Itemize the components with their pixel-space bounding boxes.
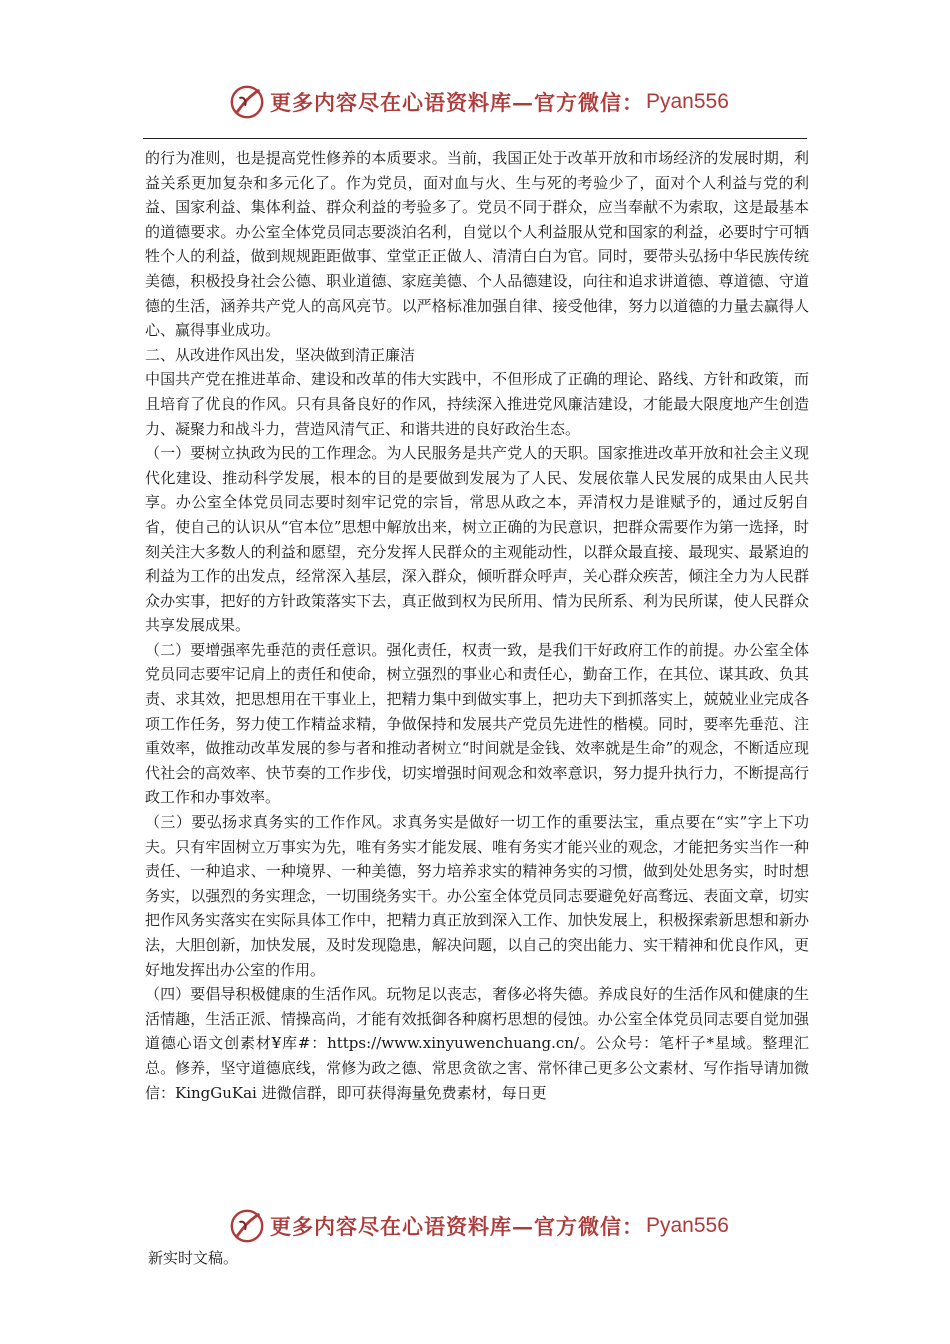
header-banner-text: 更多内容尽在心语资料库—官方微信： <box>270 90 644 115</box>
paragraph-continuation: 的行为准则，也是提高党性修养的本质要求。当前，我国正处于改革开放和市场经济的发展时期，利益关系更加复杂和多元化了。作为党员，面对血与火、生与死的考验少了，面对个人利益与党的利益、国家利益、集体利益、群众利益的考验多了。党员不同于群众，应当奉献不为索取，这是最基本的道德要求。办公室全体党员同志要淡泊名利，自觉以个人利益服从党和国家的利益，必要时宁可牺牲个人的利益，做到规规距距做事、堂堂正正做人、清清白白为官。同时，要带头弘扬中华民族传统美德，积极投身社会公德、职业道德、家庭美德、个人品德建设，向往和追求讲道德、尊道德、守道德的生活，涵养共产党人的高风亮节。以严格标准加强自律、接受他律，努力以道德的力量去赢得人心、赢得事业成功。 <box>145 149 809 340</box>
footer-banner-text: 更多内容尽在心语资料库—官方微信： <box>270 1214 644 1239</box>
paragraph-point-four: （四）要倡导积极健康的生活作风。玩物足以丧志，奢侈必将失德。养成良好的生活作风和健康的生活情趣，生活正派、情操高尚，才能有效抵御各种腐朽思想的侵蚀。办公室全体党员同志要自觉加强道德心语文创素材¥库#：https://www.xinyuwenchuang.cn/。公众号：笔杆子*星域。整理汇总。修养，坚守道德底线，常修为政之德、常思贪欲之害、常怀律己更多公文素材、写作指导请加微信：KingGuKai 进微信群，即可获得海量免费素材，每日更 <box>145 985 809 1102</box>
paragraph-point-one: （一）要树立执政为民的工作理念。为人民服务是共产党人的天职。国家推进改革开放和社会主义现代化建设、推动科学发展，根本的目的是要做到发展为了人民、发展依靠人民发展的成果由人民共享。办公室全体党员同志要时刻牢记党的宗旨，常思从政之本，弄清权力是谁赋予的，通过反躬自省，使自己的认识从“官本位”思想中解放出来，树立正确的为民意识，把群众需要作为第一选择，时刻关注大多数人的利益和愿望，充分发挥人民群众的主观能动性，以群众最直接、最现实、最紧迫的利益为工作的出发点，经常深入基层，深入群众，倾听群众呼声，关心群众疾苦，倾注全力为人民群众办实事，把好的方针政策落实下去，真正做到权为民所用、情为民所系、利为民所谋，使人民群众共享发展成果。 <box>145 444 809 635</box>
header-banner-handle: Pyan556 <box>646 90 729 113</box>
document-body <box>145 146 809 1105</box>
tail-text: 新实时文稿。 <box>148 1249 239 1267</box>
header-watermark-banner <box>228 82 729 122</box>
section-heading-two: 二、从改进作风出发，坚决做到清正廉洁 <box>145 345 416 364</box>
header-rule <box>143 138 807 139</box>
paragraph-point-three: （三）要弘扬求真务实的工作作风。求真务实是做好一切工作的重要法宝，重点要在“实”字上下功夫。只有牢固树立万事实为先，唯有务实才能发展、唯有务实才能兴业的观念，才能把务实当作一种责任、一种追求、一种境界、一种美德，努力培养求实的精神务实的习惯，做到处处思务实，时时想务实，以强烈的务实理念，一切围绕务实干。办公室全体党员同志要避免好高骛远、表面文章，切实把作风务实落实在实际具体工作中，把精力真正放到深入工作、加快发展上，积极探索新思想和新办法，大胆创新，加快发展，及时发现隐患，解决问题，以自己的突出能力、实干精神和优良作风，更好地发挥出办公室的作用。 <box>145 813 809 979</box>
brush-logo-icon <box>228 83 266 121</box>
paragraph-point-two: （二）要增强率先垂范的责任意识。强化责任，权责一致，是我们干好政府工作的前提。办公室全体党员同志要牢记肩上的责任和使命，树立强烈的事业心和责任心，勤奋工作，在其位、谋其政、负其责、求其效，把思想用在干事业上，把精力集中到做实事上，把功夫下到抓落实上，兢兢业业完成各项工作任务，努力使工作精益求精，争做保持和发展共产党员先进性的楷模。同时，要率先垂范、注重效率，做推动改革发展的参与者和推动者树立“时间就是金钱、效率就是生命”的观念，不断适应现代社会的高效率、快节奏的工作步伐，切实增强时间观念和效率意识，努力提升执行力，不断提高行政工作和办事效率。 <box>145 640 809 807</box>
paragraph-intro: 中国共产党在推进革命、建设和改革的伟大实践中，不但形成了正确的理论、路线、方针和政策，而且培育了优良的作风。只有具备良好的作风，持续深入推进党风廉洁建设，才能最大限度地产生创造力、凝聚力和战斗力，营造风清气正、和谐共进的良好政治生态。 <box>145 370 809 438</box>
footer-watermark-banner <box>228 1206 729 1246</box>
footer-banner-handle: Pyan556 <box>646 1214 729 1237</box>
brush-logo-icon <box>228 1207 266 1245</box>
